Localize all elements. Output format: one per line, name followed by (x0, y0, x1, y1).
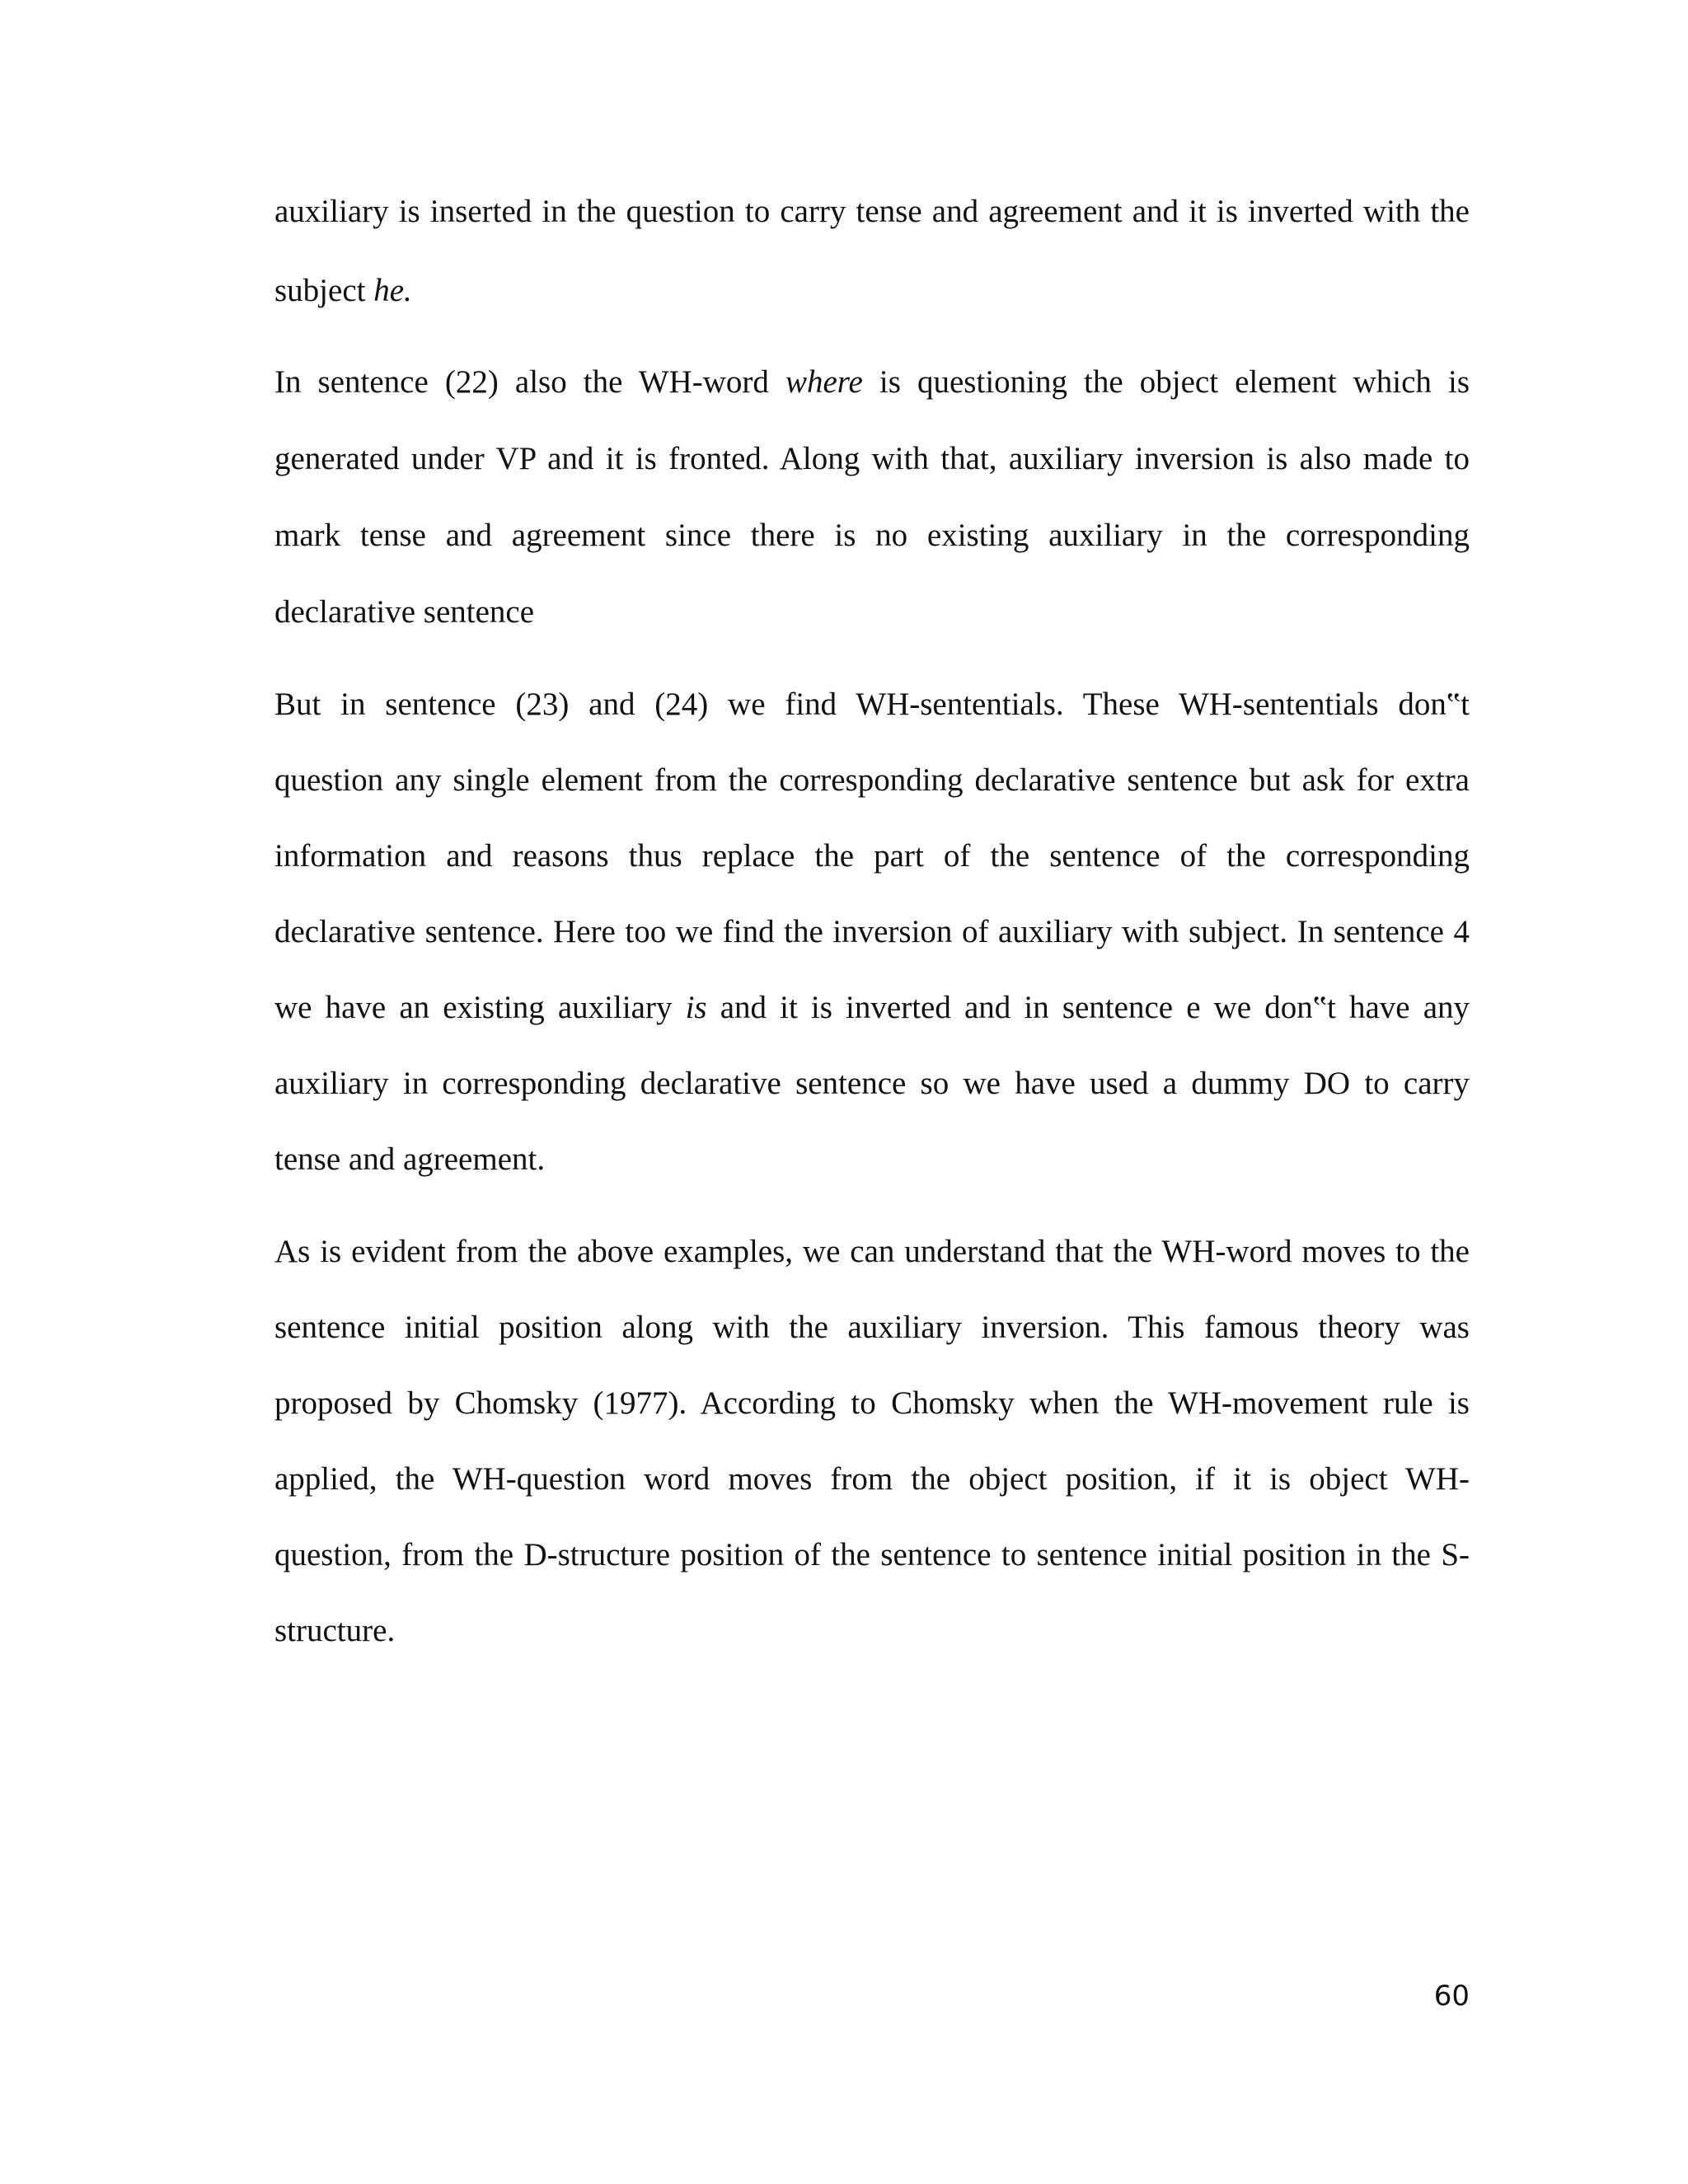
paragraph-4-line-4: applied, the WH-question word moves from the object position, if it is object WH- (274, 1461, 1470, 1497)
page-number: 60 (1433, 1980, 1470, 2013)
paragraph-1-line-2: subject he. (274, 273, 412, 308)
paragraph-2-line-4: declarative sentence (274, 594, 535, 630)
italic-term: is (685, 990, 707, 1025)
paragraph-3-line-3: information and reasons thus replace the part of the sentence of the corresponding (274, 838, 1470, 874)
paragraph-3-line-7: tense and agreement. (274, 1141, 546, 1177)
paragraph-4-line-3: proposed by Chomsky (1977). According to Chomsky when the WH-movement rule is (274, 1385, 1470, 1421)
paragraph-4-line-1: As is evident from the above examples, we can understand that the WH-word moves to the (274, 1234, 1470, 1269)
italic-term: he. (373, 273, 412, 308)
paragraph-2-line-2: generated under VP and it is fronted. Along with that, auxiliary inversion is also made to (274, 441, 1470, 476)
paragraph-3-line-2: question any single element from the corresponding declarative sentence but ask for extra (274, 762, 1470, 798)
paragraph-2-line-3: mark tense and agreement since there is no existing auxiliary in the corresponding (274, 518, 1470, 553)
paragraph-3-line-1: But in sentence (23) and (24) we find WH-sententials. These WH-sententials don‟t (274, 687, 1470, 722)
paragraph-4-line-2: sentence initial position along with the auxiliary inversion. This famous theory was (274, 1310, 1470, 1345)
paragraph-3-line-5: we have an existing auxiliary is and it is inverted and in sentence e we don‟t have any (274, 990, 1470, 1025)
paragraph-1-line-1: auxiliary is inserted in the question to carry tense and agreement and it is inverted with the (274, 194, 1470, 229)
paragraph-4-line-6: structure. (274, 1613, 396, 1648)
paragraph-3-line-6: auxiliary in corresponding declarative sentence so we have used a dummy DO to carry (274, 1066, 1470, 1101)
paragraph-3-line-4: declarative sentence. Here too we find the inversion of auxiliary with subject. In sentence 4 (274, 914, 1470, 949)
paragraph-4-line-5: question, from the D-structure position of the sentence to sentence initial position in the S- (274, 1537, 1470, 1572)
paragraph-2-line-1: In sentence (22) also the WH-word where is questioning the object element which is (274, 364, 1470, 400)
italic-term: where (785, 364, 863, 400)
